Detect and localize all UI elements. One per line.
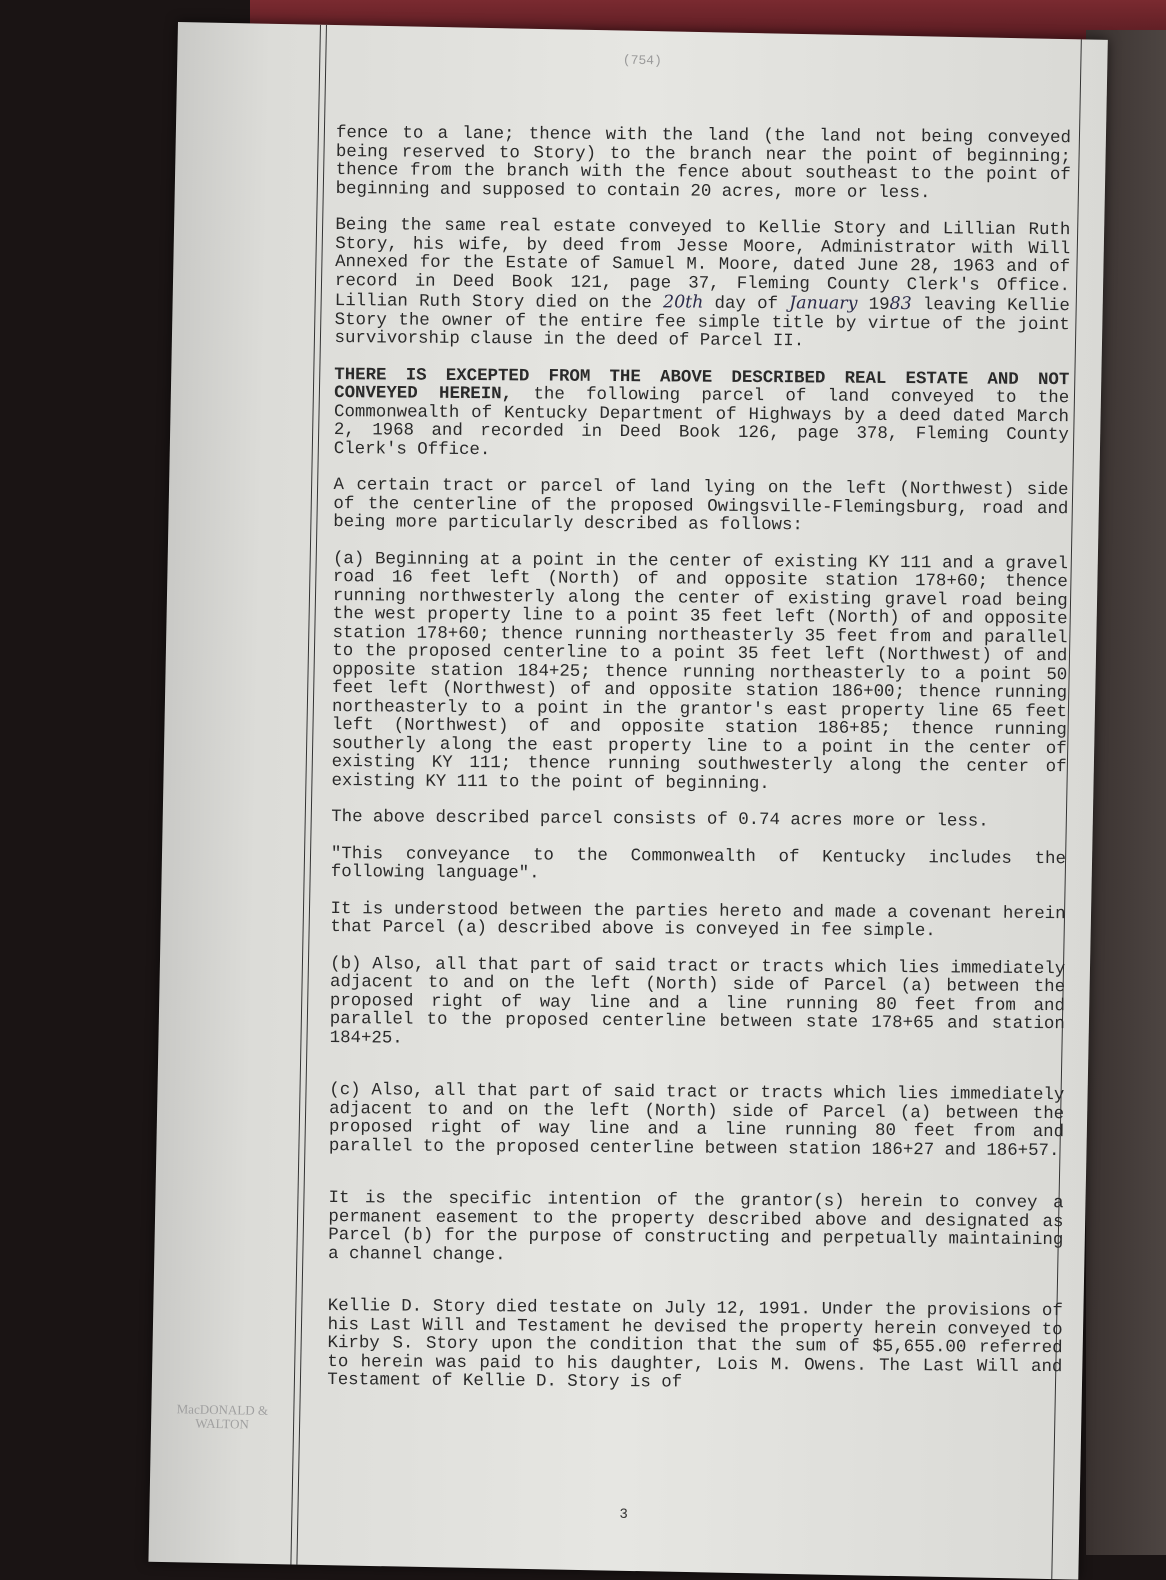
paragraph-parcel-a: (a) Beginning at a point in the center of existing KY 111 and a gravel road 16 feet left (North) of and opposite station 178+60; thence running northwesterly along the center of existing gravel road being the west property line to a point 35 feet left (North) of and opposite station 178+60; thence running northeasterly 35 feet from and parallel to the proposed centerline to a point 35 feet left (Northwest) of and opposite station 184+25; thence running northeasterly to a point 50 feet left (Northwest) of and opposite station 186+00; thence running northeasterly to a point in the grantor's east property line 65 feet left (Northwest) of and opposite station 186+85; thence running southerly along the east property line to a point in the center of existing KY 111; thence running southwesterly along the center of existing KY 111 to the point of beginning. (331, 549, 1069, 794)
source-deed-text-b: day of (714, 294, 779, 315)
paragraph-acreage: The above described parcel consists of 0.74 acres more or less. (331, 808, 989, 832)
handwritten-day: 20th (662, 292, 704, 313)
paragraph-parcel-b: (b) Also, all that part of said tract or tracts which lies immediately adjacent to and on the left (North) side of Parcel (a) between the proposed right of way line and a line running 80 feet from and parallel to the proposed centerline between state 178+65 and station 184+25. (329, 954, 1066, 1049)
left-margin-rule-inner (296, 25, 327, 1565)
paragraph-will: Kellie D. Story died testate on July 12, 1991. Under the provisions of his Last Will and Testament he devised the property herein conveyed to Kirby S. Story upon the condition that the sum of $5,655.00 referred to herein was paid to his daughter, Lois M. Owens. The Last Will and Testament of Kellie D. Story is of (327, 1297, 1063, 1393)
source-deed-text-c: 19 (868, 295, 890, 315)
exception-heading: THERE IS EXCEPTED FROM THE ABOVE DESCRIBED REAL ESTATE AND NOT CONVEYED HEREIN, (334, 365, 1070, 405)
document-body (327, 125, 1071, 1414)
paragraph-covenant: It is understood between the parties hereto and made a covenant herein that Parcel (a) described above is conveyed in fee simple. (330, 899, 1066, 942)
paragraph-tract-intro: A certain tract or parcel of land lying on the left (Northwest) side of the centerline of the proposed Owingsville-Flemingsburg, road and being more particularly described as follows: (333, 476, 1069, 536)
handwritten-month: January (789, 293, 858, 314)
law-firm-stamp (156, 1402, 289, 1433)
document-page (148, 22, 1107, 1580)
page-reference: (754) (622, 52, 662, 69)
paragraph-legal-description-end: fence to a lane; thence with the land (the land not being conveyed being reserved to Story) to the branch near the point of beginning; thence from the branch with the fence about southeast to the point of beginning and supposed to contain 20 acres, more or less. (335, 124, 1072, 203)
paragraph-conveyance-language: "This conveyance to the Commonwealth of Kentucky includes the following language". (330, 844, 1067, 884)
paragraph-parcel-c: (c) Also, all that part of said tract or tracts which lies immediately adjacent to and on the left (North) side of Parcel (a) between the proposed right of way line and a line running 80 feet from and parallel to the proposed centerline between station 186+27 and 186+57. (328, 1081, 1065, 1161)
firm-line-2: WALTON (195, 1415, 249, 1432)
handwritten-year: 83 (889, 293, 912, 315)
paragraph-source-deed (334, 217, 1070, 354)
paragraph-exception (334, 367, 1070, 465)
firm-line-1: MacDONALD & (176, 1401, 269, 1418)
page-number: 3 (619, 1506, 628, 1523)
source-deed-text-d: leaving Kellie Story the owner of the entire fee simple title by virtue of the joint survivorship clause in the deed of Parcel II. (334, 296, 1070, 352)
source-deed-text-a: Being the same real estate conveyed to Kellie Story and Lillian Ruth Story, his wife, by deed from Jesse Moore, Administrator with Will Annexed for the Estate of Samuel M. Moore, dated June 28, 1963 and of record in Deed Book 121, page 37, Fleming County Clerk's Office. Lillian Ruth Story died on the (334, 216, 1071, 314)
left-margin-rule (290, 25, 321, 1565)
exception-text: the following parcel of land conveyed to the Commonwealth of Kentucky Department of Highways by a deed dated March 2, 1968 and recorded in Deed Book 126, page 378, Fleming County Clerk's Office. (333, 385, 1070, 460)
paragraph-easement-intent: It is the specific intention of the grantor(s) herein to convey a permanent easement to the property described above and designated as Parcel (b) for the purpose of constructing and perpetually maintaining a channel change. (328, 1189, 1064, 1265)
